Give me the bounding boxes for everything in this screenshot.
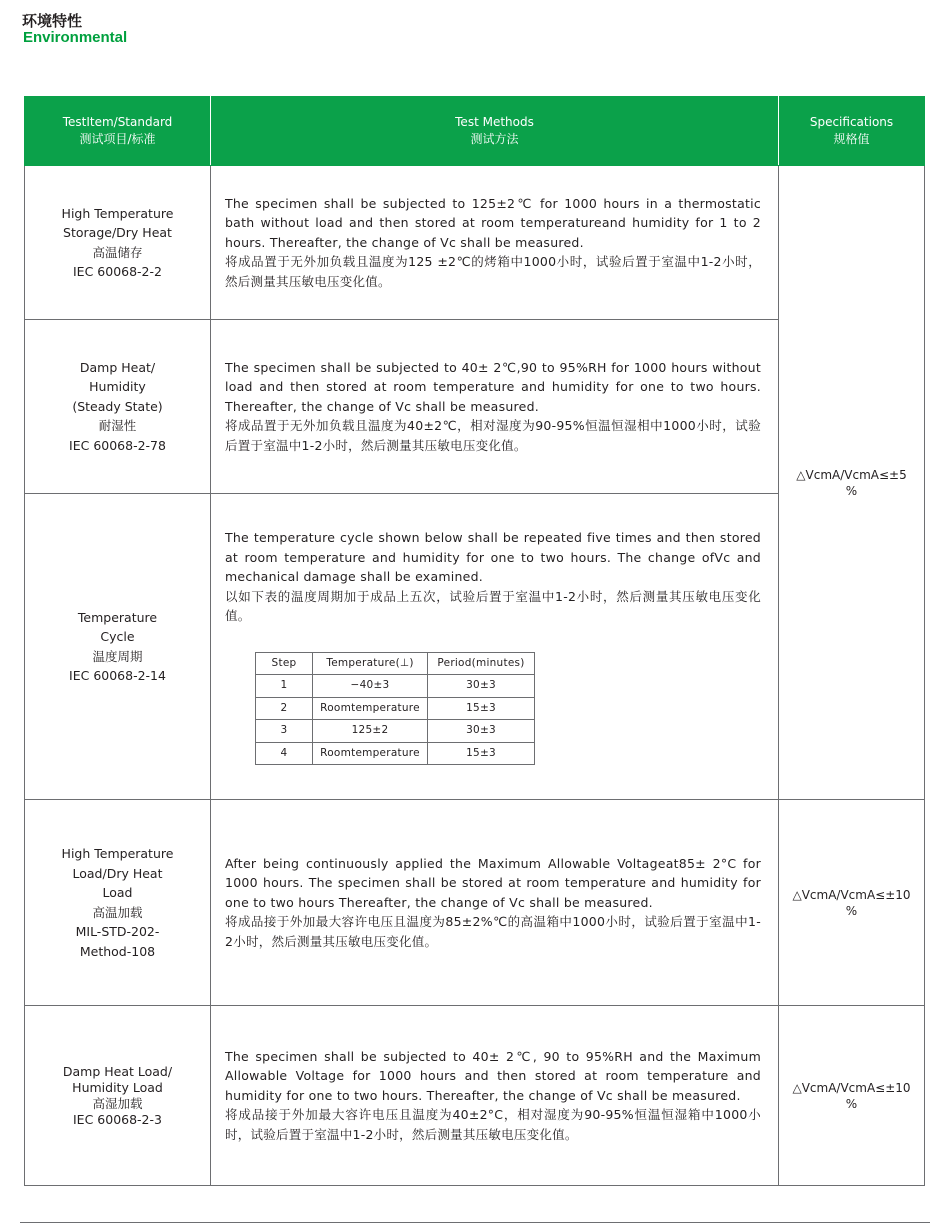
method-text-en: After being continuously applied the Maximum Allowable Voltageat85± 2°C for 1000 hours. The specimen shall be stored at room temperature and humidity for one to two hours Thereafter, the change of Vc shall be measured. — [225, 855, 761, 910]
spec-value-unit: % — [845, 1096, 858, 1111]
table-row — [25, 166, 925, 320]
spec-cell — [779, 1006, 925, 1186]
test-item-line: 高温加载 — [92, 904, 143, 920]
cycle-row — [256, 742, 535, 765]
spec-value-unit: % — [845, 483, 858, 498]
test-item-cell — [25, 800, 211, 1006]
spec-value: △VcmA/VcmA≤±10 — [792, 1080, 911, 1095]
cycle-cell: 30±3 — [428, 675, 535, 698]
test-item-line: Storage/Dry Heat — [63, 225, 172, 240]
test-item-line: 高温储存 — [92, 244, 143, 260]
cycle-cell: 1 — [256, 675, 313, 698]
spec-cell — [779, 166, 925, 800]
test-item-line: IEC 60068-2-14 — [69, 668, 166, 683]
cycle-cell: Roomtemperature — [313, 697, 428, 720]
cycle-cell: 125±2 — [313, 720, 428, 743]
cycle-cell: 2 — [256, 697, 313, 720]
test-item-line: Damp Heat Load/ — [62, 1063, 173, 1079]
test-item-line: Cycle — [100, 629, 135, 644]
cycle-header-cell: Period(minutes) — [428, 652, 535, 675]
temperature-cycle-table — [255, 652, 535, 766]
page-title-cn: 环境特性 — [22, 12, 83, 30]
cycle-cell: 4 — [256, 742, 313, 765]
spec-value-unit: % — [845, 903, 858, 918]
header-specifications-cn: 规格值 — [833, 132, 870, 146]
method-text-en: The specimen shall be subjected to 40± 2℃, 90 to 95%RH and the Maximum Allowable Voltage for 1000 hours and then stored at room temperature and humidity for one to two hours. Thereafter, the change of Vc shall be measured. — [225, 1048, 761, 1103]
cycle-header-row — [256, 652, 535, 675]
header-test-item — [25, 97, 211, 166]
header-test-methods — [211, 97, 779, 166]
test-item-line: IEC 60068-2-2 — [73, 264, 162, 279]
spec-value: △VcmA/VcmA≤±10 — [792, 887, 911, 902]
spec-value: △VcmA/VcmA≤±5 — [796, 467, 907, 482]
cycle-cell: Roomtemperature — [313, 742, 428, 765]
test-item-line: 温度周期 — [92, 648, 143, 664]
header-test-item-en: TestItem/Standard — [62, 115, 173, 129]
test-item-cell — [25, 494, 211, 800]
test-item-line: MIL-STD-202- — [75, 924, 160, 939]
test-item-line: 耐湿性 — [98, 418, 137, 434]
spec-cell — [779, 800, 925, 1006]
test-item-line: (Steady State) — [72, 398, 163, 414]
test-item-line: Temperature — [77, 609, 158, 625]
cycle-header-cell: Step — [256, 652, 313, 675]
method-text-cn: 将成品置于无外加负载且温度为40±2℃，相对湿度为90-95%恒温恒湿相中1000小时，试验后置于室温中1-2小时，然后测量其压敏电压变化值。 — [225, 418, 761, 453]
method-text-en: The temperature cycle shown below shall be repeated five times and then stored at room temperature and humidity for one to two hours. The change ofVc and mechanical damage shall be examined. — [225, 530, 761, 584]
cycle-row — [256, 720, 535, 743]
test-item-line: Damp Heat/ — [79, 359, 156, 375]
test-item-line: IEC 60068-2-3 — [73, 1111, 162, 1127]
test-method-cell — [211, 166, 779, 320]
table-header-row — [25, 97, 925, 166]
cycle-row — [256, 697, 535, 720]
test-item-line: IEC 60068-2-78 — [69, 437, 166, 453]
test-item-line: High Temperature — [61, 205, 174, 221]
test-item-line: Load — [102, 885, 133, 900]
method-text-en: The specimen shall be subjected to 125±2℃ for 1000 hours in a thermostatic bath without load and then stored at room temperatureand humidity for 1 to 2 hours. Thereafter, the change of Vc shall be measured. — [225, 195, 761, 250]
cycle-cell: 15±3 — [428, 742, 535, 765]
test-item-line: High Temperature — [61, 846, 174, 861]
header-test-methods-cn: 测试方法 — [470, 132, 519, 146]
header-test-methods-en: Test Methods — [455, 115, 534, 129]
header-test-item-cn: 测试项目/标准 — [79, 132, 156, 146]
method-text-cn: 将成品置于无外加负载且温度为125 ±2℃的烤箱中1000小时，试验后置于室温中1-2小时，然后测量其压敏电压变化值。 — [225, 254, 761, 289]
test-item-line: Humidity — [89, 379, 146, 395]
cycle-cell: 15±3 — [428, 697, 535, 720]
method-text-cn: 将成品接于外加最大容许电压且温度为40±2°C，相对湿度为90-95%恒温恒湿箱中1000小时，试验后置于室温中1-2小时，然后测量其压敏电压变化值。 — [225, 1107, 761, 1142]
test-item-cell — [25, 1006, 211, 1186]
test-item-line: Load/Dry Heat — [72, 865, 163, 881]
method-text-en: The specimen shall be subjected to 40± 2℃,90 to 95%RH for 1000 hours without load and then stored at room temperature and humidity for one to two hours. Thereafter, the change of Vc shall be measured. — [225, 359, 761, 414]
test-method-cell — [211, 1006, 779, 1186]
test-item-cell — [25, 166, 211, 320]
cycle-cell: −40±3 — [313, 675, 428, 698]
cycle-cell: 30±3 — [428, 720, 535, 743]
test-item-line: 高湿加载 — [92, 1095, 143, 1111]
header-specifications — [779, 97, 925, 166]
bottom-divider — [20, 1222, 930, 1223]
table-row — [25, 1006, 925, 1186]
table-row — [25, 800, 925, 1006]
header-specifications-en: Specifications — [809, 115, 894, 129]
test-method-cell — [211, 320, 779, 494]
test-item-line: Humidity Load — [72, 1079, 163, 1095]
cycle-row — [256, 675, 535, 698]
cycle-header-cell: Temperature(⊥) — [313, 652, 428, 675]
page-title-en: Environmental — [23, 29, 128, 46]
test-item-line: Method-108 — [79, 943, 156, 959]
method-text-cn: 以如下表的温度周期加于成品上五次，试验后置于室温中1-2小时，然后测量其压敏电压变化值。 — [225, 588, 761, 623]
test-method-cell — [211, 800, 779, 1006]
test-method-cell — [211, 494, 779, 800]
method-text-cn: 将成品接于外加最大容许电压且温度为85±2%℃的高温箱中1000小时，试验后置于室温中1-2小时，然后测量其压敏电压变化值。 — [225, 914, 761, 949]
test-item-cell — [25, 320, 211, 494]
environmental-table — [24, 96, 925, 1186]
cycle-cell: 3 — [256, 720, 313, 743]
